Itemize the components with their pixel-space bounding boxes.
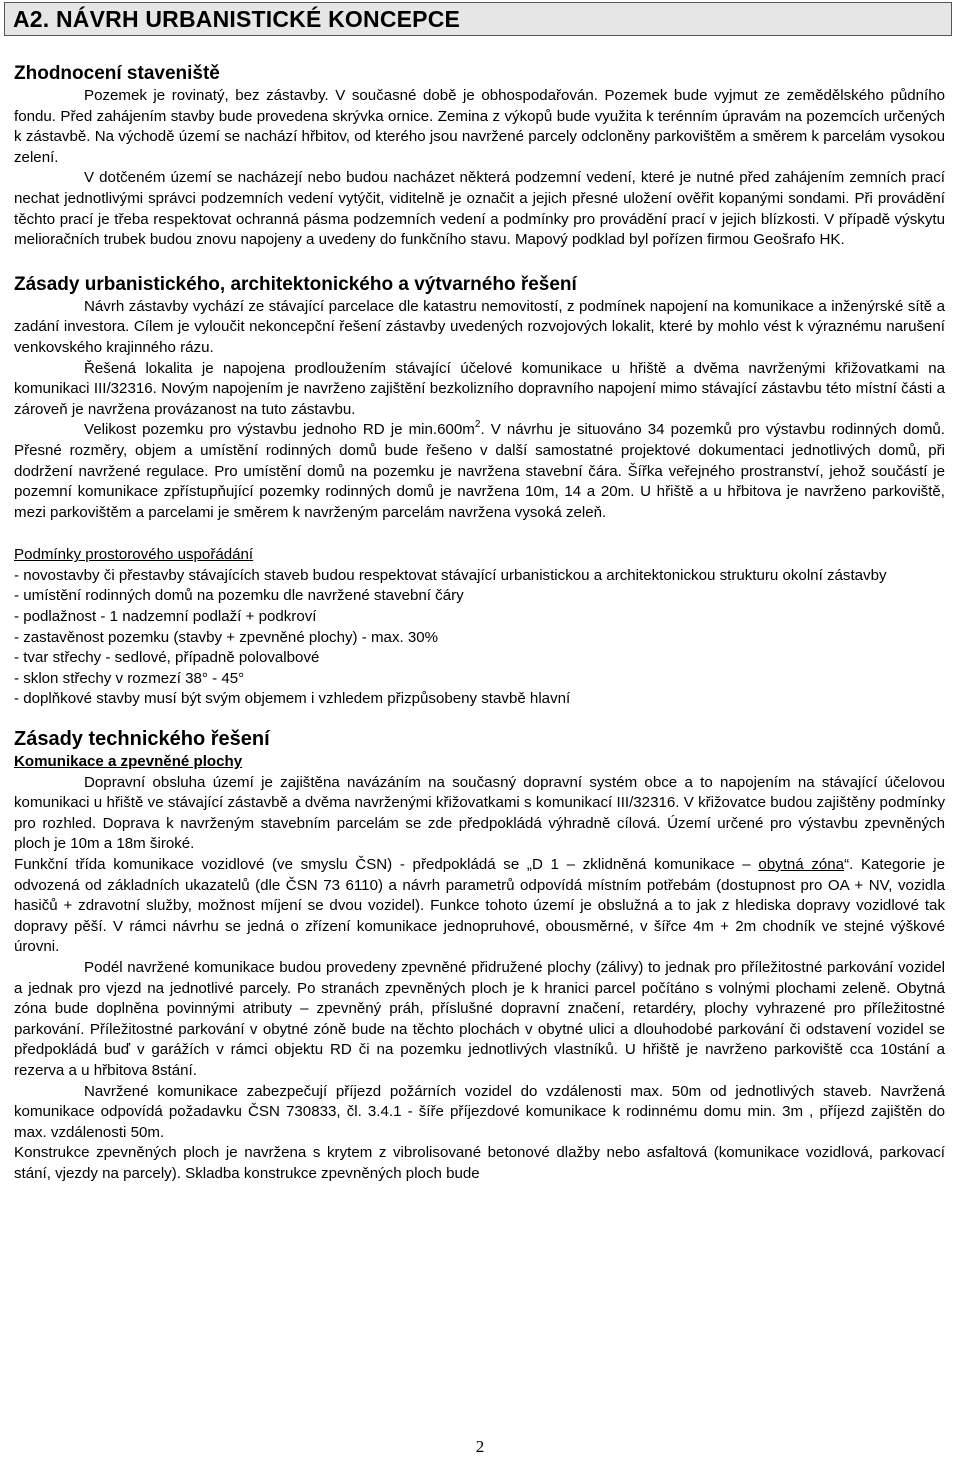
conditions-heading: Podmínky prostorového uspořádání [14,546,254,564]
condition-item: - zastavěnost pozemku (stavby + zpevněné plochy) - max. 30% [14,628,439,646]
condition-item: - novostavby či přestavby stávajících staveb budou respektovat stávající urbanistickou a architektonickou strukturu okolní zástavby [14,566,887,584]
roads-paragraph-1: Dopravní obsluha území je zajištěna navázáním na současný dopravní systém obce a to napojením na stávající účelovou komunikaci u hřiště ve stávající zástavbě a dvěma navrženými křižovatkami s komunikací III/32316. V křižovatce budou zajištěny podmínky pro rozhled. Doprava k navrženým stavebním parcelám se zde předpokládá výhradně cílová. Území určené pro výstavbu zpevněných ploch je 10m a 18m široké. [14,773,945,853]
condition-item: - doplňkové stavby musí být svým objemem i vzhledem přizpůsobeny stavbě hlavní [14,690,571,708]
residential-zone-term: obytná zóna [758,856,845,873]
site-paragraph-1: Pozemek je rovinatý, bez zástavby. V současné době je obhospodařován. Pozemek bude vyjmut ze zemědělského půdního fondu. Před zahájením stavby bude provedena skrývka ornice. Zemina z výkopů bude využita k terénním úpravám na pozemcích určených k zástavbě. Na východě území se nachází hřbitov, od kterého jsou navržené parcely odcloněny parkovištěm a směrem k parcelám vysokou zelení. [14,87,945,166]
condition-item: - umístění rodinných domů na pozemku dle navržené stavební čáry [14,587,464,605]
page-number: 2 [475,1437,485,1456]
superscript-2: 2 [474,419,481,431]
roads-paragraph-4: Navržené komunikace zabezpečují příjezd požárních vozidel do vzdálenosti max. 50m od jednotlivých staveb. Navržená komunikace odpovídá požadavku ČSN 730833, čl. 3.4.1 - šíře příjezdové komunikace k rodinnému domu min. 3m , příjezd zajištěn do max. vzdálenosti 50m. [14,1082,945,1141]
condition-item: - sklon střechy v rozmezí 38° - 45° [14,669,245,687]
section-title: A2. NÁVRH URBANISTICKÉ KONCEPCE [13,6,461,32]
site-assessment-heading: Zhodnocení staveniště [14,63,220,84]
principles-heading: Zásady urbanistického, architektonického a výtvarného řešení [14,273,577,295]
roads-subheading: Komunikace a zpevněné plochy [14,753,243,771]
condition-item: - tvar střechy - sedlové, případně polovalbové [14,649,320,667]
site-paragraph-2: V dotčeném území se nacházejí nebo budou nacházet některá podzemní vedení, které je nutné před zahájením zemních prací nechat jednotlivými správci podzemních vedení vytýčit, viditelně je označit a jejich přesné uložení ověřit kopanými sondami. Při provádění těchto prací je třeba respektovat ochranná pásma podzemních vedení a podmínky pro provádění prací v jejich blízkosti. V případě výskytu melioračních trubek budou znovu napojeny a uvedeny do funkčního stavu. Mapový podklad byl pořízen firmou Geošrafo HK. [14,169,945,249]
section-header-box [4,2,952,36]
conditions-list [14,566,945,710]
principles-paragraph-2: Řešená lokalita je napojena prodloužením stávající účelové komunikace u hřiště a dvěma navrženými křižovatkami na komunikaci III/32316. Novým napojením je navrženo zajištění bezkolizního dopravního napojení mimo stávající zástavbu této místní části a zároveň je navržena provázanost na tuto zástavbu. [14,359,945,418]
roads-paragraph-5: Konstrukce zpevněných ploch je navržena s krytem z vibrolisované betonové dlažby nebo asfaltová (komunikace vozidlová, parkovací stání, vjezdy na parcely). Skladba konstrukce zpevněných ploch bude [14,1144,945,1182]
technical-heading: Zásady technického řešení [14,728,270,751]
document-body [14,62,945,1185]
roads-paragraph-2: Funkční třída komunikace vozidlové (ve smyslu ČSN) - předpokládá se „D 1 – zklidněná komunikace – obytná zóna“. Kategorie je odvozená od základních ukazatelů (dle ČSN 73 6110) a návrh parametrů odpovídá místním potřebám (dostupnost pro OA + NV, vozidla hasičů + zdravotní služby, možnost míjení se dvou vozidel). Funkce tohoto území je obslužná a to jak z hlediska dopravy vozidlové tak dopravy pěší. V rámci návrhu se jedná o zřízení komunikace jednopruhové, obousměrné, v šířce 4m + 2m chodník ve stejné výškové úrovni. [14,856,945,956]
principles-paragraph-3: Velikost pozemku pro výstavbu jednoho RD je $\min.600m^2$. V návrhu je situováno 34 pozemků pro výstavbu rodinných domů. Přesné rozměry, objem a umístění rodinných domů bude řešeno v další samostatné projektové dokumentaci jednotlivých domů, při dodržení navržené regulace. Pro umístění domů na pozemku je navržena stavební čára. Šířka veřejného prostranství, jehož součástí je pozemní komunikace zpřístupňující pozemky rodinných domů je navržena 10m, 14 a 20m. U hřiště a u hřbitova je navrženo parkoviště, mezi parkovištěm a parcelami je směrem k navrženým parcelám navržena vysoká zeleň. [14,419,945,521]
principles-paragraph-1: Návrh zástavby vychází ze stávající parcelace dle katastru nemovitostí, z podmínek napojení na komunikace a inženýrské sítě a zadání investora. Cílem je vyloučit nekoncepční řešení zástavby uvedených rozvojových lokalit, které by mohlo vést k výraznému narušení venkovského krajinného rázu. [14,297,945,356]
condition-item: - podlažnost - 1 nadzemní podlaží + podkroví [14,608,317,626]
roads-paragraph-3: Podél navržené komunikace budou provedeny zpevněné přidružené plochy (zálivy) to jednak pro příležitostné parkování vozidel a jednak pro vjezd na jednotlivé parcely. Po stranách zpevněných ploch je k hranici parcel počítáno s volnými plochami zeleně. Obytná zóna bude doplněna povinnými atributy – zpevněný práh, příslušné dopravní značení, retardéry, plochy vyhrazené pro příležitostné parkování. Příležitostné parkování v obytné zóně bude na těchto plochách v obytné ulici a dlouhodobé parkování či odstavení vozidel se předpokládá buď v garážích v rámci objektu RD či na pozemku jednotlivých vlastníků. U hřiště je navrženo parkoviště cca 10stání a rezerva a u hřbitova 8stání. [14,958,945,1079]
